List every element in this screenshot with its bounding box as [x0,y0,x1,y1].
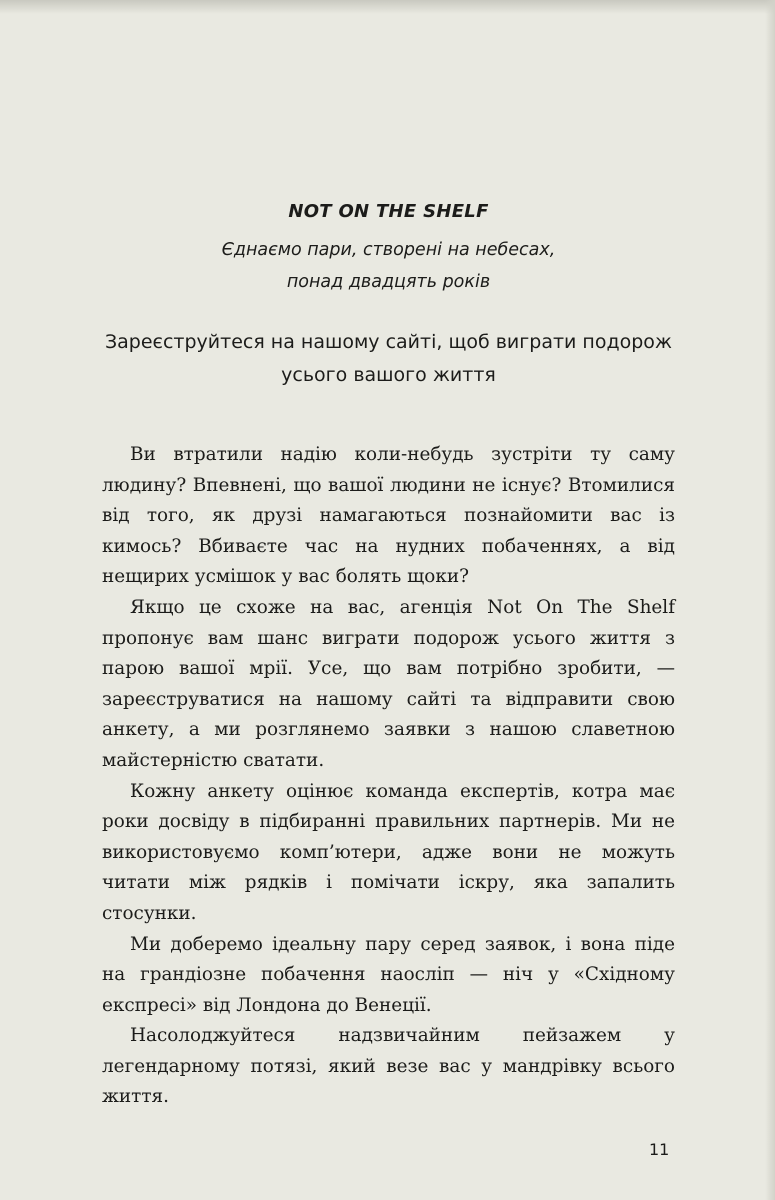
brand-name: NOT ON THE SHELF [288,201,489,222]
paragraph: Ми доберемо ідеальну пару серед заявок, і вона піде на грандіозне побачення наосліп — ніч у «Східному експресі» від Лондона до Венеції. [102,933,675,1016]
tagline-line-1: Єднаємо пари, створені на небесах, [221,240,556,260]
page-edge-shadow [765,0,775,1200]
registration-headline [102,326,675,392]
paragraph: Ви втратили надію коли-небудь зустріти ту саму людину? Впевнені, що вашої людини не існує? Втомилися від того, як друзі намагаються познайомити вас із кимось? Вбиваєте час на нудних побаченнях, а від нещирих усмішок у вас болять щоки? [102,444,675,588]
paragraph: Кожну анкету оцінює команда експертів, котра має роки досвіду в підбиранні правильних партнерів. Ми не використовуємо комп’ютери, адже вони не можуть читати між рядків і помічати іскру, яка запалить стосунки. [102,780,675,924]
headline-line-2: усього вашого життя [281,364,496,386]
book-page [102,200,675,1113]
page-number: 11 [649,1140,670,1159]
brand-tagline [102,234,675,298]
page-top-shadow [0,0,775,14]
headline-line-1: Зареєструйтеся на нашому сайті, щоб виграти подорож [104,331,673,353]
paragraph: Якщо це схоже на вас, агенція Not On The Shelf пропонує вам шанс виграти подорож усього життя з парою вашої мрії. Усе, що вам потрібно зробити, — зареєструватися на нашому сайті та відправити свою анкету, а ми розглянемо заявки з нашою славетною майстерністю сватати. [102,596,675,771]
paragraph: Насолоджуйтеся надзвичайним пейзажем у легендарному потязі, який везе вас у мандрівку всього життя. [102,1025,675,1108]
body-text [102,440,675,1113]
tagline-line-2: понад двадцять років [286,272,491,292]
